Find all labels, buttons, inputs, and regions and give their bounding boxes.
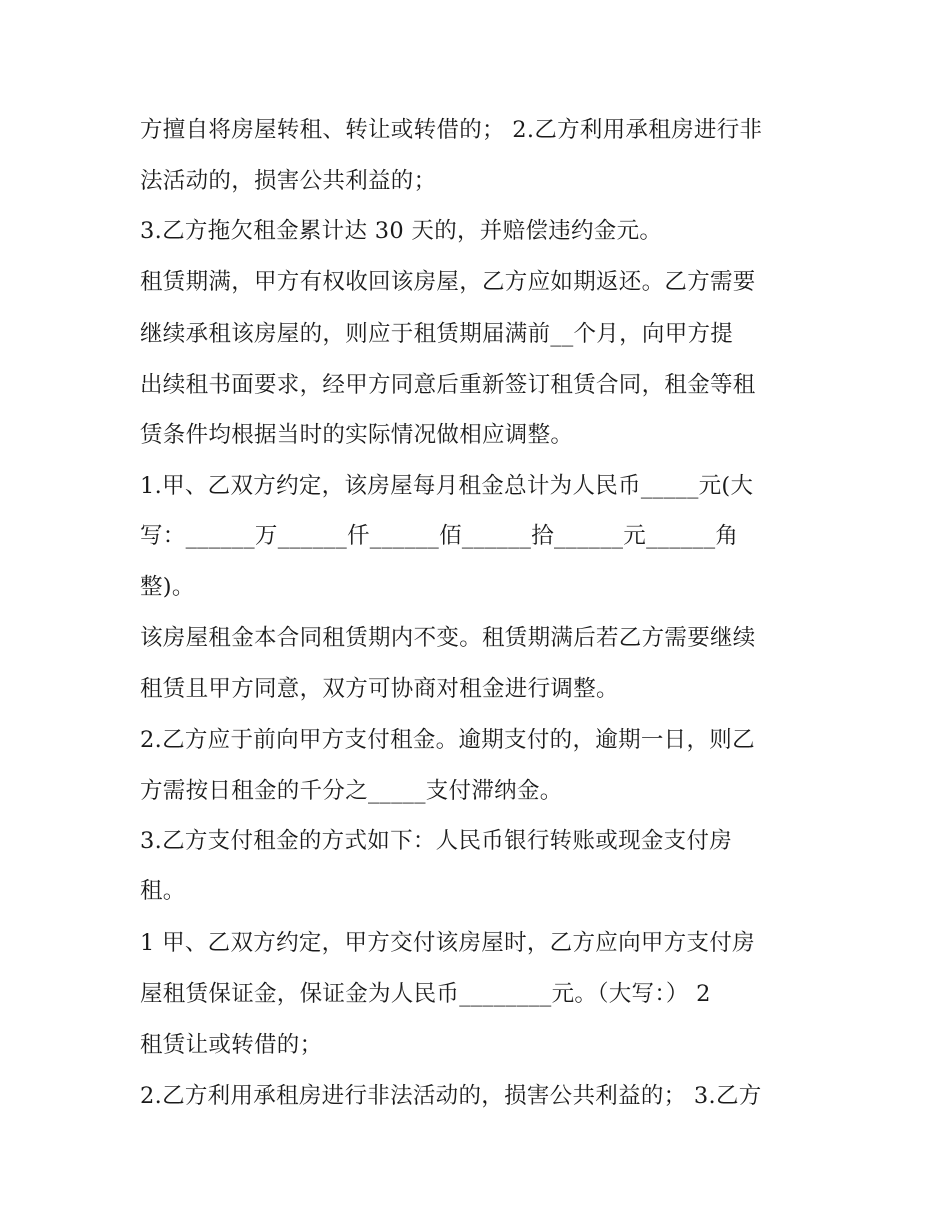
text-line-9: 写：______万______仟______佰______拾______元______角 xyxy=(140,523,739,549)
text-line-11: 该房屋租金本合同租赁期内不变。租赁期满后若乙方需要继续 xyxy=(140,625,756,651)
text-line-6: 出续租书面要求，经甲方同意后重新签订租赁合同，租金等租 xyxy=(140,372,756,398)
text-line-14: 方需按日租金的千分之_____支付滞纳金。 xyxy=(140,778,563,804)
text-line-10: 整)。 xyxy=(140,574,195,600)
text-line-3: 3.乙方拖欠租金累计达 30 天的，并赔偿违约金元。 xyxy=(140,218,663,244)
text-line-13: 2.乙方应于前向甲方支付租金。逾期支付的，逾期一日，则乙 xyxy=(140,727,755,753)
text-line-2: 法活动的，损害公共利益的； xyxy=(140,168,437,194)
text-line-5: 继续承租该房屋的，则应于租赁期届满前__个月，向甲方提 xyxy=(140,321,734,347)
text-line-18: 屋租赁保证金，保证金为人民币________元。（大写：） 2 xyxy=(140,981,711,1007)
text-line-1: 方擅自将房屋转租、转让或转借的； 2.乙方利用承租房进行非 xyxy=(140,117,763,143)
text-line-16: 租。 xyxy=(140,878,186,904)
text-line-20: 2.乙方利用承租房进行非法活动的，损害公共利益的； 3.乙方 xyxy=(140,1083,762,1109)
text-line-17: 1 甲、乙双方约定，甲方交付该房屋时，乙方应向甲方支付房 xyxy=(140,930,755,956)
text-line-8: 1.甲、乙双方约定，该房屋每月租金总计为人民币_____元(大 xyxy=(140,473,754,499)
text-line-19: 租赁让或转借的； xyxy=(140,1032,323,1058)
text-line-7: 赁条件均根据当时的实际情况做相应调整。 xyxy=(140,422,574,448)
text-line-4: 租赁期满，甲方有权收回该房屋，乙方应如期返还。乙方需要 xyxy=(140,269,756,295)
text-line-12: 租赁且甲方同意，双方可协商对租金进行调整。 xyxy=(140,676,619,702)
text-line-15: 3.乙方支付租金的方式如下：人民币银行转账或现金支付房 xyxy=(140,828,733,854)
